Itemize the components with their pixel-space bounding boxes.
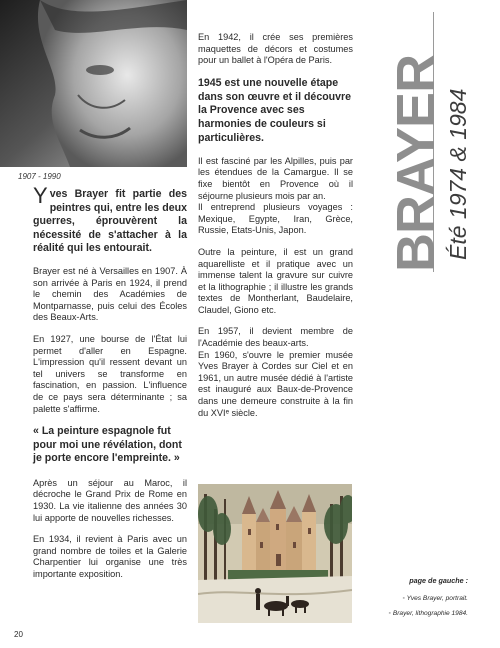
quote: « La peinture espagnole fut pour moi une révélation, dont je porte encore l'empreinte. » — [33, 425, 182, 465]
paragraph-printmaking: Outre la peinture, il est un grand aquarelliste et il pratique avec un immense talent la gravure sur cuivre et la lithographie ; il illustre les grands textes de Montherlant, Baudelaire, Claudel, Giono etc. — [198, 246, 353, 315]
portrait-dates: 1907 - 1990 — [18, 172, 61, 181]
text-column-middle — [198, 32, 353, 429]
artist-name-vertical: BRAYER — [386, 54, 446, 272]
lithograph-image — [198, 484, 352, 623]
paragraph-paris: En 1934, il revient à Paris avec un grand nombre de toiles et la Galerie Charpentier lui organise une très importante exposition. — [33, 534, 187, 580]
intro-lead-text: ves Brayer fit partie des peintres qui, entre les deux guerres, éprouvèrent la nécessité de s'attacher à la réalité qui les entourait. — [33, 188, 187, 255]
paragraph-spain: En 1927, une bourse de l'État lui permet d'aller en Espagne. L'impression qu'il ressent devant un tel univers se transforme en fascination, en passion. L'influence de ce pays sera déterminante ; sa palette s'affirme. — [33, 333, 187, 414]
legend-item-portrait: ◦ Yves Brayer, portrait. — [402, 595, 468, 602]
paragraph-morocco: Après un séjour au Maroc, il décroche le Grand Prix de Rome en 1930. La vie italienne des années 30 lui apporte de nouvelles richesses. — [33, 477, 187, 523]
paragraph-birth: Brayer est né à Versailles en 1907. À son arrivée à Paris en 1924, il prend le chemin des Académies de Montparnasse, puis celui des Écoles des Beaux-Arts. — [33, 265, 187, 323]
image-legend — [368, 576, 468, 625]
drop-cap: Y — [33, 183, 48, 208]
page-number: 20 — [14, 630, 23, 639]
paragraph-academy: En 1957, il devient membre de l'Académie des beaux-arts. — [198, 326, 353, 349]
text-column-left — [33, 183, 187, 591]
portrait-image — [0, 0, 187, 167]
paragraph-travels: Il entreprend plusieurs voyages : Mexique, Egypte, Iran, Grèce, Russie, Etats-Unis, Japon. — [198, 202, 353, 236]
paragraph-opera: En 1942, il crée ses premières maquettes de décors et costumes pour un ballet à l'Opéra de Paris. — [198, 32, 353, 66]
legend-title: page de gauche : — [409, 576, 468, 585]
portrait-photo — [0, 0, 187, 167]
paragraph-alpilles: Il est fasciné par les Alpilles, puis par les étendues de la Camargue. Il se fixe bientôt en Provence où il séjourne plusieurs mois par an. — [198, 155, 353, 201]
paragraph-museums: En 1960, s'ouvre le premier musée Yves Brayer à Cordes sur Ciel et en 1961, un autre musée dédié à l'artiste est inauguré aux Baux-de-Provence dans une demeure construite à la fin du XVIᵉ siècle. — [198, 349, 353, 418]
exhibition-period-vertical: Été 1974 & 1984 — [445, 88, 471, 260]
legend-item-lithograph: ◦ Brayer, lithographie 1984. — [388, 610, 468, 617]
intro-lead — [33, 183, 187, 256]
highlight-provence: 1945 est une nouvelle étape dans son œuvre et il découvre la Provence avec ses harmonies de couleurs si particulières. — [198, 76, 352, 144]
